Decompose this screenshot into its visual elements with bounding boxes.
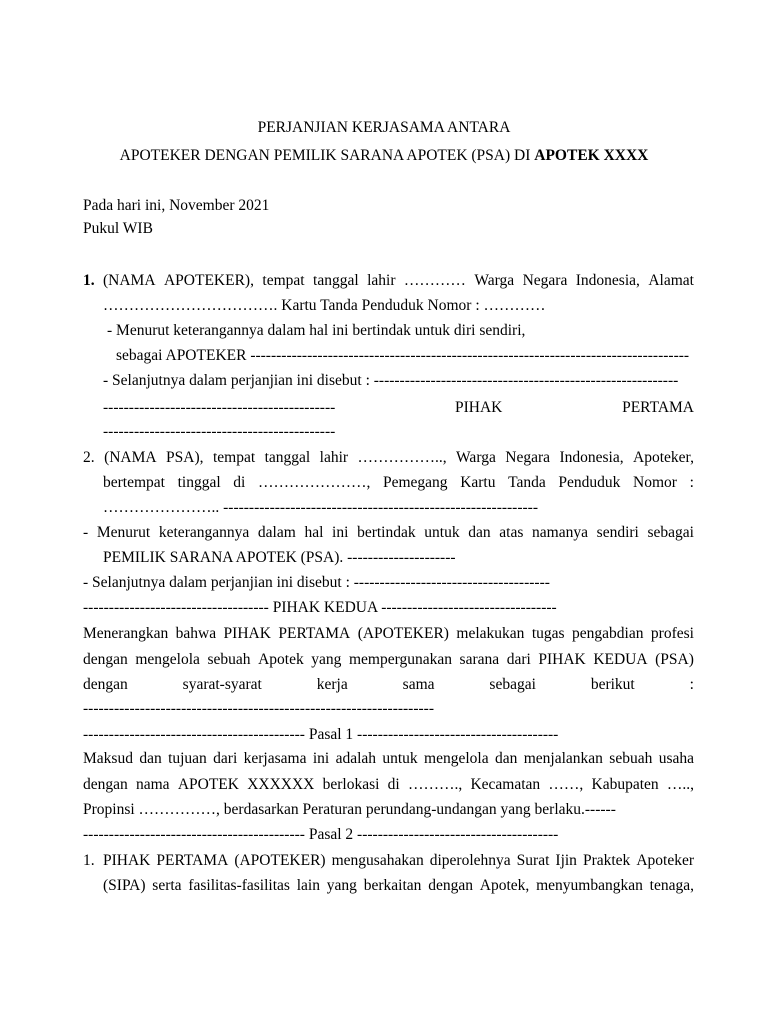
word: dengan	[83, 676, 128, 693]
word: dengan	[428, 877, 473, 894]
word: PERTAMA	[278, 625, 351, 642]
party1-line-5: - Selanjutnya dalam perjanjian ini disebut : -----------------------------------------------------------	[103, 372, 679, 389]
para1-line-1	[83, 624, 694, 644]
party1-line-4: sebagai APOTEKER -------------------------------------------------------------------------------------	[116, 347, 690, 364]
word: namanya	[532, 524, 588, 541]
word: usaha	[658, 750, 694, 767]
title-line-1	[0, 118, 768, 138]
word: bertindak	[357, 524, 416, 541]
para1-line-2	[83, 650, 694, 670]
word: APOTEKER),	[163, 272, 254, 289]
party1-line-2: ……………………………. Kartu Tanda Penduduk Nomor : …………	[103, 297, 546, 314]
word: Indonesia,	[575, 272, 640, 289]
party2-line-7: ------------------------------------ PIHAK KEDUA ----------------------------------	[83, 599, 557, 616]
party1-line-3: - Menurut keterangannya dalam hal ini bertindak untuk diri sendiri,	[107, 322, 526, 339]
word: Ijin	[555, 852, 577, 869]
para2-line-2	[83, 775, 694, 795]
word: keterangannya	[158, 524, 250, 541]
word: :	[689, 676, 694, 693]
word: dalam	[257, 524, 296, 541]
word: Warga	[474, 272, 515, 289]
item1-line-2	[103, 876, 694, 896]
title-text-1: PERJANJIAN KERJASAMA ANTARA	[257, 119, 511, 136]
title-apotek-name: APOTEK XXXX	[534, 147, 649, 164]
party1-line-1	[103, 271, 694, 291]
word: mengelola	[424, 750, 489, 767]
word: XXXXXX	[247, 776, 315, 793]
word: sebagai	[647, 524, 694, 541]
word: ……….,	[407, 776, 463, 793]
word: tanggal	[313, 272, 359, 289]
word: (SIPA)	[103, 877, 146, 894]
word: fasilitas-fasilitas	[188, 877, 290, 894]
word: bahwa	[175, 625, 217, 642]
word: berkaitan	[363, 877, 422, 894]
party1-number: 1.	[83, 272, 95, 289]
word: tugas	[531, 625, 565, 642]
word: lain	[296, 877, 320, 894]
date-line: Pada hari ini, November 2021	[83, 197, 270, 214]
word: nama	[136, 776, 170, 793]
word: menjalankan	[523, 750, 603, 767]
para1-line-3	[83, 675, 694, 695]
word: syarat-syarat	[182, 676, 262, 693]
word: Tanda	[508, 474, 546, 491]
item1-number: 1.	[83, 852, 95, 869]
word: tempat	[212, 449, 256, 466]
word: tanggal	[264, 449, 311, 466]
word: Maksud	[83, 750, 133, 767]
word: untuk	[424, 524, 460, 541]
word: profesi	[650, 625, 694, 642]
title-line-2	[0, 146, 768, 166]
pasal-1-heading: ------------------------------------------- Pasal 1 ---------------------------------------	[83, 726, 559, 743]
word: PIHAK	[455, 399, 503, 416]
word: mengusahakan	[331, 852, 424, 869]
word: ……………..,	[357, 449, 447, 466]
word: ……,	[548, 776, 584, 793]
word: lahir	[319, 449, 349, 466]
word: Warga	[456, 449, 496, 466]
item1-line-1	[103, 851, 694, 871]
word: sarana	[459, 651, 500, 668]
word: yang	[326, 877, 357, 894]
para2-line-1	[83, 749, 694, 769]
word: adalah	[335, 750, 377, 767]
word: Apoteker,	[633, 449, 694, 466]
word: ---------------------------------------------	[103, 399, 336, 416]
word: Negara	[505, 449, 551, 466]
word: sebuah	[207, 651, 251, 668]
word: :	[689, 474, 694, 491]
word: bertempat	[103, 474, 165, 491]
word: di	[387, 776, 400, 793]
para2-line-3: Propinsi ……………, berdasarkan Peraturan perundang-undangan yang berlaku.------	[83, 801, 616, 818]
word: Nomor	[633, 474, 677, 491]
word: (NAMA	[104, 449, 157, 466]
party2-line-6: - Selanjutnya dalam perjanjian ini disebut : --------------------------------------	[83, 574, 550, 591]
word: Pemegang	[382, 474, 448, 491]
word: Praktek	[582, 852, 631, 869]
title-text-2: APOTEKER DENGAN PEMILIK SARANA APOTEK (PSA) DI	[119, 147, 535, 164]
word: lahir	[367, 272, 396, 289]
word: -	[83, 524, 89, 541]
word: (APOTEKER)	[357, 625, 449, 642]
word: dan	[139, 750, 162, 767]
word: berlokasi	[322, 776, 380, 793]
word: sebuah	[609, 750, 653, 767]
word: …..,	[666, 776, 694, 793]
word: Apotek	[258, 651, 304, 668]
word: Menerangkan	[83, 625, 169, 642]
word: (PSA)	[655, 651, 694, 668]
party2-line-4	[83, 523, 694, 543]
word: untuk	[382, 750, 418, 767]
word: menyumbangkan	[536, 877, 643, 894]
word: serta	[152, 877, 182, 894]
word: Negara	[522, 272, 568, 289]
word: sebagai	[489, 676, 536, 693]
word: sendiri	[596, 524, 639, 541]
party2-line-1	[83, 448, 694, 468]
word: mengelola	[135, 651, 200, 668]
pasal-2-heading: ------------------------------------------- Pasal 2 ---------------------------------------	[83, 826, 559, 843]
word: dari	[213, 750, 238, 767]
word: atas	[499, 524, 524, 541]
word: tujuan	[168, 750, 207, 767]
word: Kabupaten	[591, 776, 659, 793]
word: dan	[468, 524, 491, 541]
word: (APOTEKER)	[234, 852, 326, 869]
word: Apoteker	[636, 852, 694, 869]
word: Kecamatan	[470, 776, 541, 793]
word: …………………,	[257, 474, 371, 491]
para1-dashes: --------------------------------------------------------------------	[83, 700, 434, 717]
word: APOTEK	[177, 776, 239, 793]
word: Indonesia,	[559, 449, 624, 466]
party1-line-7: ---------------------------------------------	[103, 423, 336, 440]
word: dan	[494, 750, 518, 767]
word: Kartu	[460, 474, 496, 491]
word: di	[233, 474, 246, 491]
word: tenaga,	[649, 877, 694, 894]
word: PERTAMA	[156, 852, 229, 869]
word: melakukan	[456, 625, 525, 642]
word: berikut	[590, 676, 635, 693]
time-line: Pukul WIB	[83, 220, 153, 237]
word: Alamat	[648, 272, 694, 289]
word: mempergunakan	[348, 651, 452, 668]
word: tinggal	[177, 474, 221, 491]
word: dari	[506, 651, 531, 668]
word: ini	[332, 524, 349, 541]
word: yang	[311, 651, 342, 668]
word: ini	[312, 750, 330, 767]
party2-line-3: ………………….. -------------------------------------------------------------	[103, 499, 538, 516]
word: PIHAK	[103, 852, 151, 869]
word: pengabdian	[572, 625, 644, 642]
word: …………	[403, 272, 466, 289]
word: kerja	[316, 676, 348, 693]
word: PIHAK	[538, 651, 586, 668]
word: 2.	[83, 449, 95, 466]
word: Surat	[516, 852, 550, 869]
word: (NAMA	[103, 272, 156, 289]
word: PERTAMA	[622, 399, 694, 416]
word: KEDUA	[593, 651, 648, 668]
word: Apotek,	[479, 877, 530, 894]
word: hal	[304, 524, 324, 541]
word: diperolehnya	[429, 852, 511, 869]
word: dengan	[83, 651, 128, 668]
party2-line-2	[103, 473, 694, 493]
word: Menurut	[96, 524, 151, 541]
word: PSA),	[166, 449, 204, 466]
word: Penduduk	[558, 474, 621, 491]
party1-line-6	[103, 398, 694, 418]
party2-line-5: PEMILIK SARANA APOTEK (PSA). ---------------------	[103, 549, 456, 566]
word: kerjasama	[243, 750, 307, 767]
word: sama	[402, 676, 435, 693]
word: dengan	[83, 776, 128, 793]
word: PIHAK	[223, 625, 271, 642]
word: tempat	[262, 272, 305, 289]
